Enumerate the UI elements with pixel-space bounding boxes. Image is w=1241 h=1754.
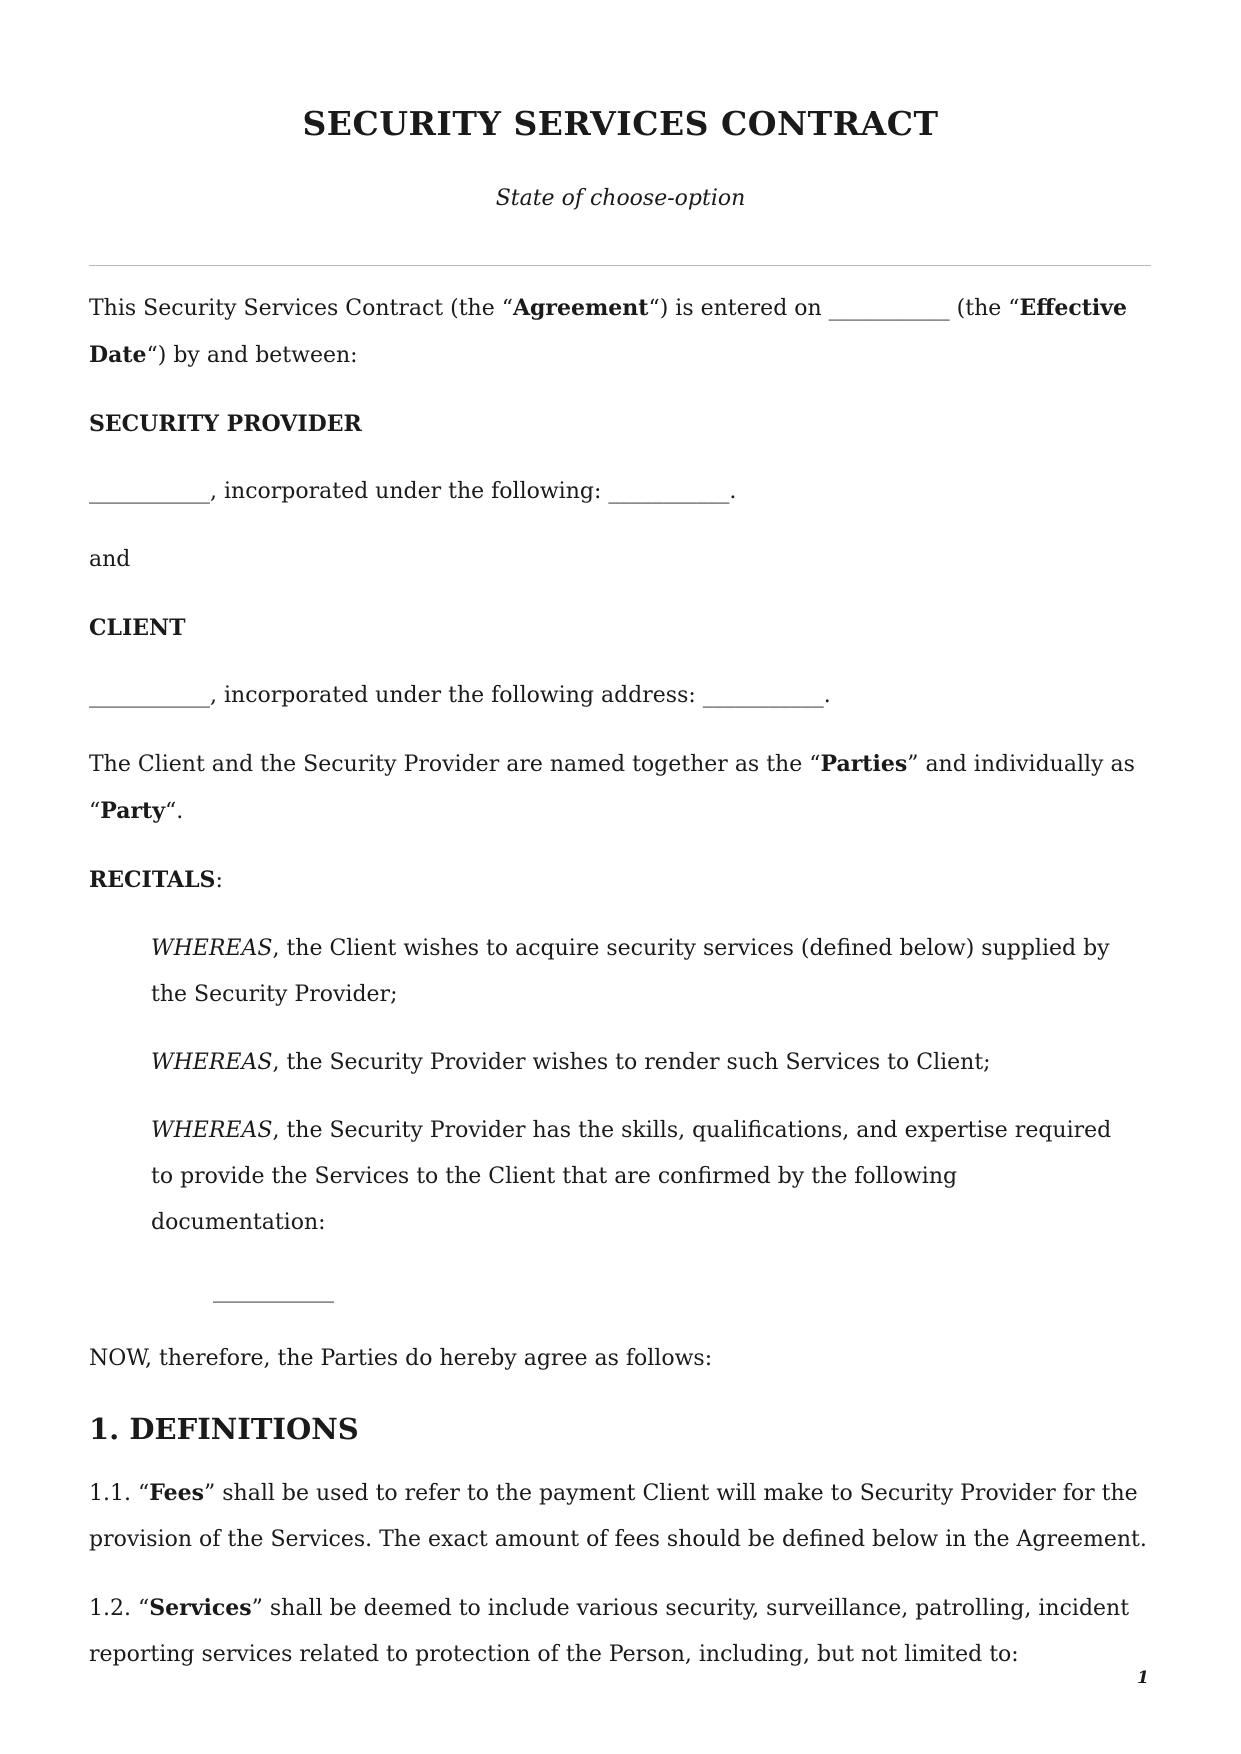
definition-number: 1.1. “ [89,1481,150,1506]
document-title: SECURITY SERVICES CONTRACT [302,104,939,143]
document-subtitle: State of choose-option [495,186,746,211]
definition-1-2 [89,1585,1151,1678]
definition-text: ” shall be used to refer to the payment Client will make to Security Provider for the provision of the Services. The exact amount of fees should be defined below in the Agreement. [89,1481,1147,1552]
section-1-heading: 1. DEFINITIONS [89,1412,359,1446]
document-body [89,285,1151,1700]
recital-lead: WHEREAS [151,1118,273,1143]
client-line: ___________, incorporated under the following address: ___________. [89,683,831,708]
intro-text: “) by and between: [146,343,358,368]
horizontal-divider [89,265,1151,266]
definition-number: 1.2. “ [89,1596,150,1621]
intro-term-agreement: Agreement [512,295,649,321]
parties-text: “. [165,799,184,824]
recital-text: , the Security Provider wishes to render such Services to Client; [272,1050,991,1075]
recital-item [89,926,1151,1018]
provider-line: ___________, incorporated under the following: ___________. [89,479,737,504]
and-text: and [89,547,131,572]
provider-heading: SECURITY PROVIDER [89,411,362,437]
parties-paragraph [89,741,1151,835]
recital-lead: WHEREAS [151,1050,273,1075]
intro-term-effective-date: Effective Date [89,295,1128,368]
recitals-label: RECITALS [89,867,216,893]
recital-item [89,1108,1151,1246]
client-heading: CLIENT [89,615,186,641]
intro-text: This Security Services Contract (the “ [89,296,513,321]
documentation-blank: ___________ [213,1278,334,1303]
recital-lead: WHEREAS [151,936,273,961]
party-term: Party [100,798,165,824]
parties-term: Parties [820,751,908,777]
intro-paragraph [89,285,1151,379]
recital-item [89,1040,1151,1086]
definition-term: Fees [149,1480,205,1506]
recital-text: , the Client wishes to acquire security services (defined below) supplied by the Security Provider; [151,936,1110,1007]
recital-text: , the Security Provider has the skills, qualifications, and expertise required to provide the Services to the Client that are confirmed by the following documentation: [151,1118,1112,1235]
definition-1-1 [89,1470,1151,1563]
definition-text: ” shall be deemed to include various security, surveillance, patrolling, incident reporting services related to protection of the Person, including, but not limited to: [89,1596,1130,1667]
recitals-colon: : [215,868,223,893]
parties-text: The Client and the Security Provider are named together as the “ [89,752,821,777]
definition-term: Services [149,1595,252,1621]
page-number: 1 [1137,1668,1149,1688]
recitals-heading [89,857,1151,904]
now-therefore-text: NOW, therefore, the Parties do hereby agree as follows: [89,1346,713,1371]
intro-text: “) is entered on ___________ (the “ [648,296,1020,321]
parties-text: ” and individually as “ [89,752,1135,824]
